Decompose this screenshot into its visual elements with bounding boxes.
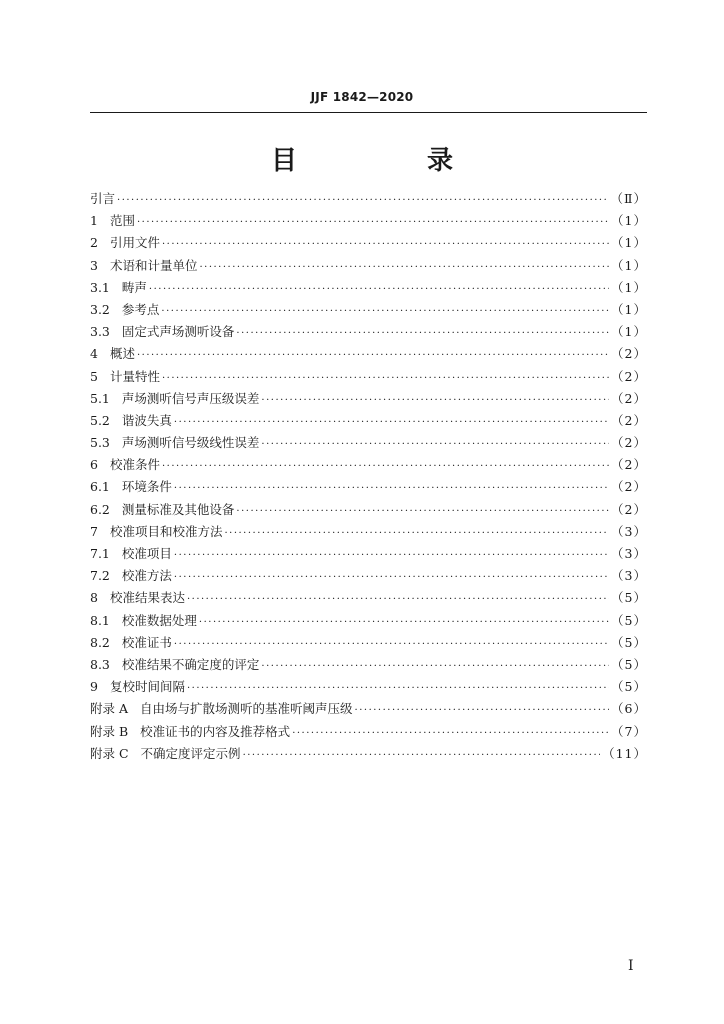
dot-leader xyxy=(224,523,609,545)
toc-entry-number: 附录 C xyxy=(90,745,129,761)
toc-entry-number: 7 xyxy=(90,523,98,539)
dot-leader xyxy=(174,412,609,434)
toc-entry-page: （5） xyxy=(611,612,647,628)
toc-entry[interactable] xyxy=(90,343,647,365)
toc-entry-number: 1 xyxy=(90,213,98,229)
toc-entry-title: 校准数据处理 xyxy=(121,612,197,628)
dot-leader xyxy=(174,567,609,589)
dot-leader xyxy=(355,700,610,722)
dot-leader xyxy=(161,301,609,323)
toc-entry[interactable] xyxy=(90,188,647,210)
toc-entry-number: 9 xyxy=(90,679,98,695)
toc-entry-page: （3） xyxy=(611,523,647,539)
toc-entry-page: （2） xyxy=(611,457,647,473)
toc-entry[interactable] xyxy=(90,499,647,521)
toc-entry-page: （11） xyxy=(602,745,647,761)
dot-leader xyxy=(174,634,609,656)
toc-entry-number: 3.3 xyxy=(90,324,110,340)
toc-entry[interactable] xyxy=(90,521,647,543)
toc-entry-number: 5.1 xyxy=(90,390,110,406)
toc-entry-number: 2 xyxy=(90,235,98,251)
toc-entry[interactable] xyxy=(90,543,647,565)
dot-leader xyxy=(162,234,609,256)
dot-leader xyxy=(236,323,609,345)
toc-entry-page: （2） xyxy=(611,435,647,451)
dot-leader xyxy=(243,745,601,767)
table-of-contents xyxy=(90,188,647,765)
dot-leader xyxy=(162,368,609,390)
toc-entry-title: 固定式声场测听设备 xyxy=(121,324,235,340)
toc-entry-page: （2） xyxy=(611,390,647,406)
toc-entry[interactable] xyxy=(90,676,647,698)
toc-entry-page: （5） xyxy=(611,656,647,672)
toc-entry[interactable] xyxy=(90,632,647,654)
toc-entry-page: （5） xyxy=(611,634,647,650)
toc-entry-page: （2） xyxy=(611,501,647,517)
dot-leader xyxy=(199,257,609,279)
toc-entry-number: 附录 B xyxy=(90,723,129,739)
toc-entry-page: （1） xyxy=(611,235,647,251)
toc-entry-title: 校准结果表达 xyxy=(109,590,185,606)
toc-entry-page: （7） xyxy=(611,723,647,739)
toc-entry-page: （1） xyxy=(611,324,647,340)
toc-entry-page: （2） xyxy=(611,368,647,384)
toc-entry-title: 声场测听信号声压级误差 xyxy=(121,390,260,406)
toc-entry-page: （1） xyxy=(611,301,647,317)
toc-entry-title: 环境条件 xyxy=(121,479,172,495)
dot-leader xyxy=(174,478,609,500)
toc-entry[interactable] xyxy=(90,210,647,232)
toc-entry[interactable] xyxy=(90,454,647,476)
toc-entry-title: 术语和计量单位 xyxy=(109,257,198,273)
toc-entry-number: 7.2 xyxy=(90,568,110,584)
toc-entry[interactable] xyxy=(90,654,647,676)
toc-entry[interactable] xyxy=(90,587,647,609)
toc-entry[interactable] xyxy=(90,321,647,343)
toc-entry-page: （5） xyxy=(611,679,647,695)
toc-entry-number: 4 xyxy=(90,346,98,362)
toc-entry[interactable] xyxy=(90,432,647,454)
toc-entry-title: 校准结果不确定度的评定 xyxy=(121,656,260,672)
dot-leader xyxy=(149,279,609,301)
toc-entry[interactable] xyxy=(90,721,647,743)
toc-entry-title: 自由场与扩散场测听的基准听阈声压级 xyxy=(140,701,353,717)
toc-entry-title: 校准证书的内容及推荐格式 xyxy=(140,723,291,739)
dot-leader xyxy=(261,656,609,678)
toc-entry-title: 计量特性 xyxy=(109,368,160,384)
toc-entry-number: 6 xyxy=(90,457,98,473)
toc-entry[interactable] xyxy=(90,698,647,720)
toc-entry[interactable] xyxy=(90,610,647,632)
toc-entry-title: 谐波失真 xyxy=(121,412,172,428)
toc-entry-page: （2） xyxy=(611,412,647,428)
toc-entry[interactable] xyxy=(90,299,647,321)
dot-leader xyxy=(261,390,609,412)
toc-entry-page: （2） xyxy=(611,479,647,495)
dot-leader xyxy=(261,434,609,456)
header-rule xyxy=(90,112,647,113)
toc-entry[interactable] xyxy=(90,388,647,410)
toc-entry-page: （5） xyxy=(611,590,647,606)
dot-leader xyxy=(137,345,609,367)
toc-entry-title: 范围 xyxy=(109,213,135,229)
dot-leader xyxy=(117,190,608,212)
toc-entry-number: 7.1 xyxy=(90,546,110,561)
dot-leader xyxy=(236,501,609,523)
dot-leader xyxy=(174,545,609,567)
standard-code-header: JJF 1842—2020 xyxy=(310,90,414,104)
toc-entry[interactable] xyxy=(90,410,647,432)
toc-entry-title: 校准证书 xyxy=(121,634,172,650)
dot-leader xyxy=(137,212,609,234)
toc-entry-title: 引言 xyxy=(90,191,116,206)
toc-entry-title: 参考点 xyxy=(121,301,160,317)
toc-entry-number: 3 xyxy=(90,257,98,273)
toc-entry-title: 声场测听信号级线性误差 xyxy=(121,435,260,451)
toc-entry-page: （1） xyxy=(611,213,647,229)
toc-entry-number: 5.2 xyxy=(90,412,110,428)
toc-entry-title: 复校时间间隔 xyxy=(109,679,185,695)
toc-entry-page: （3） xyxy=(611,546,647,561)
dot-leader xyxy=(187,678,609,700)
toc-entry-page: （2） xyxy=(611,346,647,362)
toc-entry-title: 校准条件 xyxy=(109,457,160,473)
toc-entry-number: 5.3 xyxy=(90,435,110,451)
toc-entry-number: 8.1 xyxy=(90,612,110,628)
dot-leader xyxy=(199,612,609,634)
toc-entry[interactable] xyxy=(90,232,647,254)
toc-entry-number: 附录 A xyxy=(90,701,129,717)
toc-entry-number: 8 xyxy=(90,590,98,606)
dot-leader xyxy=(187,589,609,611)
toc-entry-title: 测量标准及其他设备 xyxy=(121,501,235,517)
dot-leader xyxy=(162,456,609,478)
dot-leader xyxy=(292,723,609,745)
toc-entry-title: 引用文件 xyxy=(109,235,160,251)
toc-entry-page: （3） xyxy=(611,568,647,584)
toc-entry[interactable] xyxy=(90,366,647,388)
page-title: 目 录 xyxy=(270,146,505,176)
toc-entry-page: （1） xyxy=(611,257,647,273)
toc-entry[interactable] xyxy=(90,565,647,587)
toc-entry-number: 6.2 xyxy=(90,501,110,517)
toc-entry[interactable] xyxy=(90,255,647,277)
toc-entry-page: （6） xyxy=(611,701,647,717)
toc-entry-title: 概述 xyxy=(109,346,135,362)
toc-entry-title: 畴声 xyxy=(121,279,147,295)
toc-entry[interactable] xyxy=(90,476,647,498)
toc-entry-title: 校准项目 xyxy=(121,546,172,561)
toc-entry-number: 6.1 xyxy=(90,479,110,495)
toc-entry[interactable] xyxy=(90,277,647,299)
page-number: I xyxy=(628,958,634,974)
toc-entry-number: 5 xyxy=(90,368,98,384)
toc-entry[interactable] xyxy=(90,743,647,765)
toc-entry-number: 3.1 xyxy=(90,279,110,295)
toc-entry-title: 不确定度评定示例 xyxy=(140,745,241,761)
toc-entry-title: 校准项目和校准方法 xyxy=(109,523,223,539)
toc-entry-page: （Ⅱ） xyxy=(610,191,647,206)
toc-entry-number: 3.2 xyxy=(90,301,110,317)
toc-entry-number: 8.2 xyxy=(90,634,110,650)
toc-entry-page: （1） xyxy=(611,279,647,295)
toc-entry-title: 校准方法 xyxy=(121,568,172,584)
toc-entry-number: 8.3 xyxy=(90,656,110,672)
